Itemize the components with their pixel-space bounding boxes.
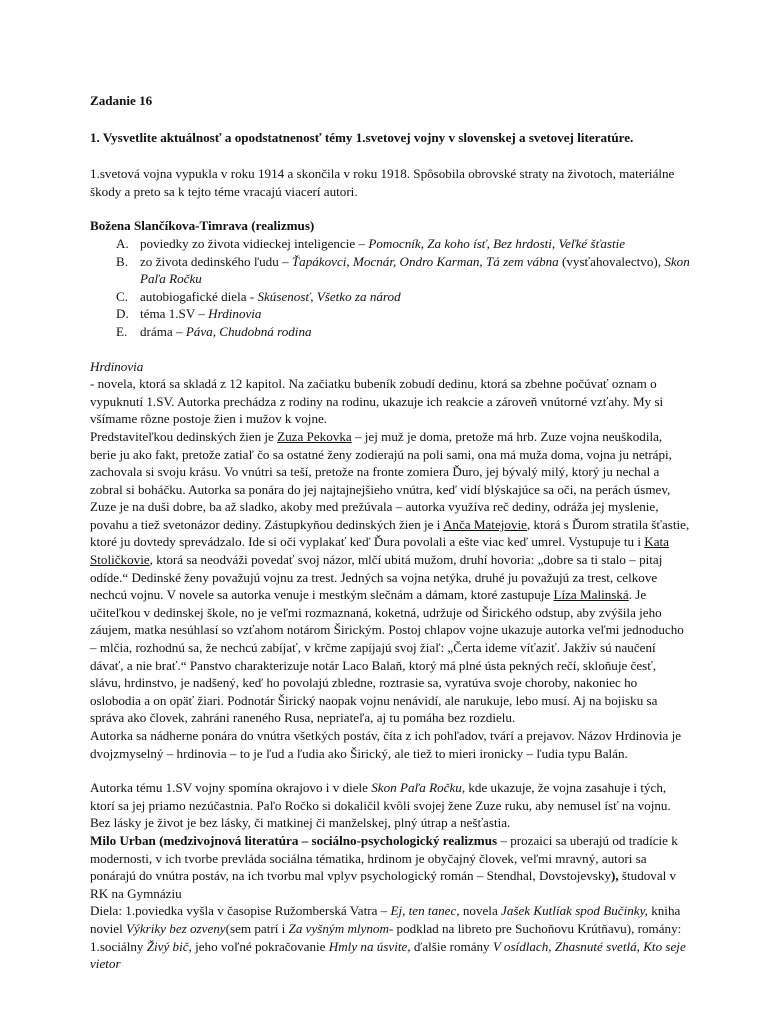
list-letter: E.: [116, 323, 128, 339]
list-item: A. poviedky zo života vidieckej inteligencie – Pomocník, Za koho ísť, Bez hrdosti, Veľké šťastie: [116, 235, 626, 251]
timrava-heading: Božena Slančíkova-Timrava (realizmus): [90, 218, 315, 234]
assignment-title: Zadanie 16: [90, 93, 153, 108]
character-name: Líza Malinská: [553, 587, 629, 603]
list-item: B. zo života dedinského ľudu – Ťapákovci, Mocnár, Ondro Karman, Tá zem vábna (vysťahovalectvo), Skon Paľa Ročku: [116, 253, 690, 287]
hrdinovia-paragraph-1: - novela, ktorá sa skladá z 12 kapitol. Na začiatku bubeník zobudí dedinu, ktorá sa zbehne počúvať oznam o vypuknutí 1.SV. Autorka prechádza z rodiny na rodinu, ukazuje ich reakcie a zároveň vnútorné vzťahy. My si všímame rôzne postoje žien i mužov k vojne.: [90, 376, 664, 427]
hrdinovia-paragraph-3: Autorka sa nádherne ponára do vnútra všetkých postáv, číta z ich pohľadov, tvárí a prejavov. Názov Hrdinovia je dvojzmyselný – hrdinovia – to je ľud a ľudia ako Širický, ale tiež to mieri ironicky – ľudia typu Balán.: [90, 728, 682, 761]
skon-paragraph: Autorka tému 1.SV vojny spomína okrajovo i v diele Skon Paľa Ročku, kde ukazuje, že vojna zasahuje i tých, ktorí sa jej priamo nezúčastnia. Paľo Ročko si dokaličil kvôli svojej žene Zuze ruku, aby nemusel ísť na vojnu. Bez lásky je život je bez lásky, či matkinej či manželskej, plný útrap a nešťastia.: [90, 780, 671, 831]
hrdinovia-paragraph-2: Predstaviteľkou dedinských žien je Zuza Pekovka – jej muž je doma, pretože má hrb. Zuze vojna neuškodila, berie ju ako fakt, pretože zatiaľ čo sa ostatné ženy zodierajú na poli sami, ona má muža doma, vojna ju netrápi, zachovala si svoju krásu. Vo vnútri sa teší, pretože na fronte zomiera Ďuro, jej bývalý milý, ktorý ju nechal a zobral si boháčku. Autorka sa ponára do jej najtajnejšieho vnútra, keď vidí blýskajúce sa oči, na perách úsmev, Zuze je na duši dobre, ba až sladko, akoby med prežúvala – autorka využíva reč dediny, odráža jej myslenie, povahu a tiež svetonázor dediny. Zástupkyňou dedinských žien je i Anča Matejovie, ktorá s Ďurom stratila šťastie, ktoré ju dovtedy sprevádzalo. Ide si oči vyplakať keď Ďura povolali a ešte viac keď umrel. Vystupuje tu i Kata Stoličkovie, ktorá sa neodváži povedať svoj názor, mlčí ubitá mužom, druhí hovoria: „dobre sa ti stalo – pitaj odíde.“ Dedinské ženy považujú vojnu za trest. Jedných sa vojna netýka, druhé ju považujú za trest, celkove nechcú vojnu. V novele sa autorka venuje i mestkým slečnám a dámam, ktoré zastupuje Líza Malinská. Je učiteľkou v dedinskej škole, no je veľmi rozmaznaná, koketná, udržuje od Širického odstup, aby zvýšila jeho záujem, matka nesúhlasí so vzťahom notárom Širickým. Postoj chlapov vojne ukazuje autorka veľmi jednoducho – mlčia, rozhodnú sa, že nechcú zabíjať, v krčme zapíjajú svoj žiaľ: „Čerta ideme víťaziť. Jakživ sú naučení dávať, a nie brať.“ Panstvo charakterizuje notár Laco Balaň, ktorý má plné ústa pekných rečí, skloňuje česť, slávu, hrdinstvo, je nadšený, keď ho povolajú zbledne, roztrasie sa, vyratúva svoje choroby, nakoniec ho oslobodia a on opäť žiari. Podnotár Širický naopak vojnu nenávidí, ale narukuje, lebo musí. Aj na bojisku sa správa ako človek, zahráni raneného Rusa, nepriateľa, aj tu pomáha bez rozdielu.: [90, 428, 690, 726]
document-body: [90, 92, 690, 973]
urban-paragraph: Milo Urban (medzivojnová literatúra – sociálno-psychologický realizmus – prozaici sa uberajú od tradície k modernosti, v ich tvorbe prevláda sociálna tématika, hrdinom je obyčajný človek, veľmi mravný, autori sa ponárajú do vnútra postáv, na ich tvorbu mal vplyv psychologický román – Stendhal, Dovstojevsky), študoval v RK na Gymnáziu: [90, 832, 678, 901]
list-item: D. téma 1.SV – Hrdinovia: [116, 306, 262, 322]
timrava-works-list: [90, 235, 690, 341]
urban-works-paragraph: Diela: 1.poviedka vyšla v časopise Ružomberská Vatra – Ej, ten tanec, novela Jašek Kutlíak spod Bučinky, kniha noviel Výkriky bez ozveny(sem patrí i Za vyšným mlynom- podklad na libreto pre Suchoňovu Krútňavu), romány: 1.sociálny Živý bič, jeho voľné pokračovanie Hmly na úsvite, ďalšie romány V osídlach, Zhasnuté svetlá, Kto seje vietor: [90, 903, 686, 972]
intro-paragraph: 1.svetová vojna vypukla v roku 1914 a skončila v roku 1918. Spôsobila obrovské straty na životoch, materiálne škody a preto sa k tejto téme vracajú viacerí autori.: [90, 166, 675, 199]
hrdinovia-title: Hrdinovia: [90, 358, 144, 374]
character-name: Anča Matejovie: [442, 516, 527, 532]
list-letter: A.: [116, 235, 129, 251]
list-letter: D.: [116, 306, 129, 322]
list-letter: B.: [116, 253, 129, 269]
question-heading: 1. Vysvetlite aktuálnosť a opodstatnenosť témy 1.svetovej vojny v slovenskej a svetovej literatúre.: [90, 129, 634, 145]
list-letter: C.: [116, 288, 129, 304]
character-name: Kata Stoličkovie: [90, 534, 669, 568]
list-item: E. dráma – Páva, Chudobná rodina: [116, 323, 312, 339]
list-item: C. autobiogafické diela - Skúsenosť, Všetko za národ: [116, 288, 401, 304]
character-name: Zuza Pekovka: [277, 428, 352, 444]
